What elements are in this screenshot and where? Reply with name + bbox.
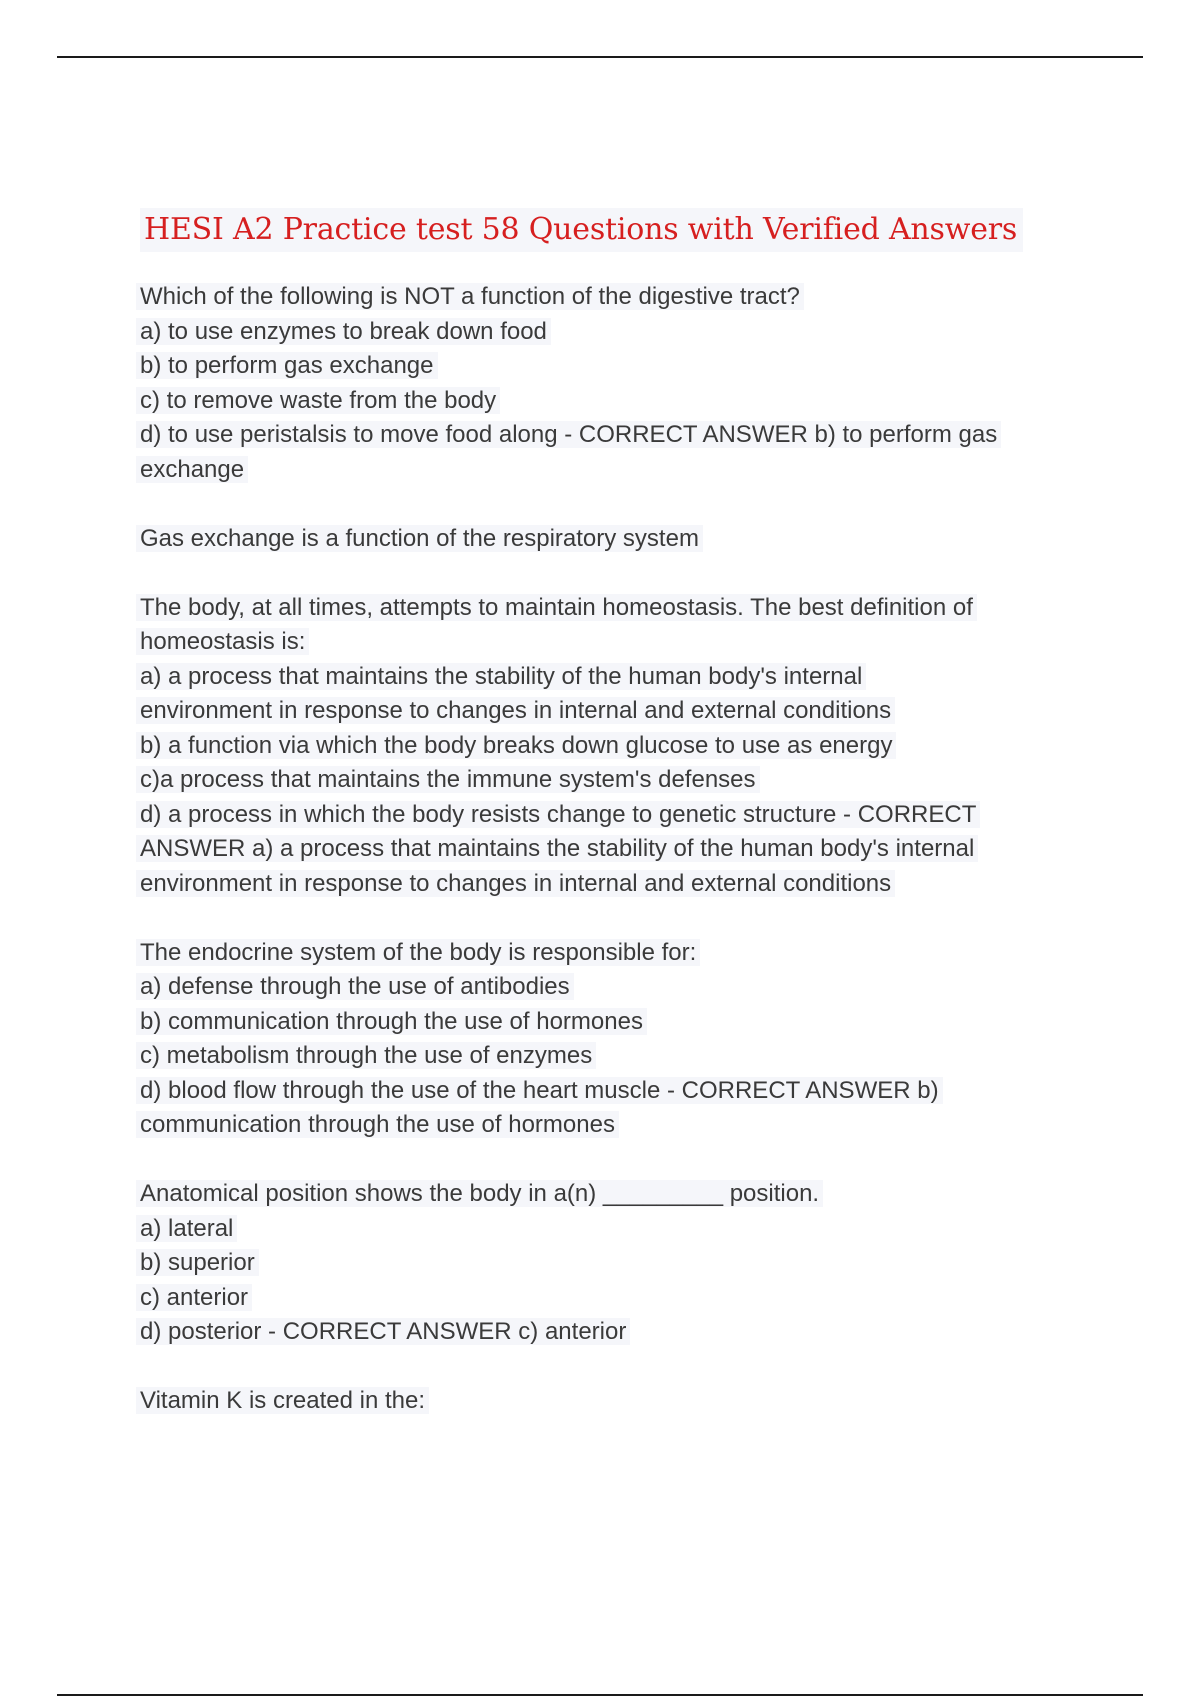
answer-option: a) a process that maintains the stability of the human body's internal: [136, 663, 866, 690]
correct-answer: ANSWER a) a process that maintains the stability of the human body's internal: [136, 835, 978, 862]
answer-option: d) posterior - CORRECT ANSWER c) anterior: [136, 1318, 630, 1345]
correct-answer: environment in response to changes in internal and external conditions: [136, 870, 895, 897]
answer-option: d) to use peristalsis to move food along - CORRECT ANSWER b) to perform gas: [136, 421, 1001, 448]
answer-option: c) metabolism through the use of enzymes: [136, 1042, 596, 1069]
answer-option: c) to remove waste from the body: [136, 387, 500, 414]
answer-option: d) a process in which the body resists change to genetic structure - CORRECT: [136, 801, 980, 828]
answer-option: c)a process that maintains the immune system's defenses: [136, 766, 760, 793]
answer-option: d) blood flow through the use of the heart muscle - CORRECT ANSWER b): [136, 1077, 943, 1104]
question-list: [140, 280, 1060, 1419]
question-text: Which of the following is NOT a function of the digestive tract?: [136, 283, 804, 310]
answer-option: environment in response to changes in internal and external conditions: [136, 697, 895, 724]
answer-option: b) communication through the use of hormones: [136, 1008, 647, 1035]
explanation-text: Gas exchange is a function of the respiratory system: [136, 525, 703, 552]
answer-option: b) to perform gas exchange: [136, 352, 438, 379]
answer-option: b) a function via which the body breaks down glucose to use as energy: [136, 732, 896, 759]
bottom-rule: [57, 1694, 1143, 1696]
question-block-2: [140, 591, 1060, 902]
answer-option: a) lateral: [136, 1215, 237, 1242]
explanation-block: [140, 522, 1060, 557]
answer-option: b) superior: [136, 1249, 259, 1276]
question-text: Vitamin K is created in the:: [136, 1387, 429, 1414]
correct-answer: exchange: [136, 456, 248, 483]
correct-answer: communication through the use of hormones: [136, 1111, 619, 1138]
top-rule: [57, 56, 1143, 58]
document-title: HESI A2 Practice test 58 Questions with Verified Answers: [140, 208, 1023, 252]
question-block-5: [140, 1384, 1060, 1419]
question-block-1: [140, 280, 1060, 487]
answer-option: c) anterior: [136, 1284, 252, 1311]
question-text: The endocrine system of the body is responsible for:: [136, 939, 700, 966]
question-text: The body, at all times, attempts to maintain homeostasis. The best definition of: [136, 594, 977, 621]
question-block-3: [140, 936, 1060, 1143]
document-content: [140, 208, 1060, 1453]
question-text: Anatomical position shows the body in a(n) _________ position.: [136, 1180, 823, 1207]
answer-option: a) to use enzymes to break down food: [136, 318, 551, 345]
question-text: homeostasis is:: [136, 628, 309, 655]
answer-option: a) defense through the use of antibodies: [136, 973, 574, 1000]
question-block-4: [140, 1177, 1060, 1350]
